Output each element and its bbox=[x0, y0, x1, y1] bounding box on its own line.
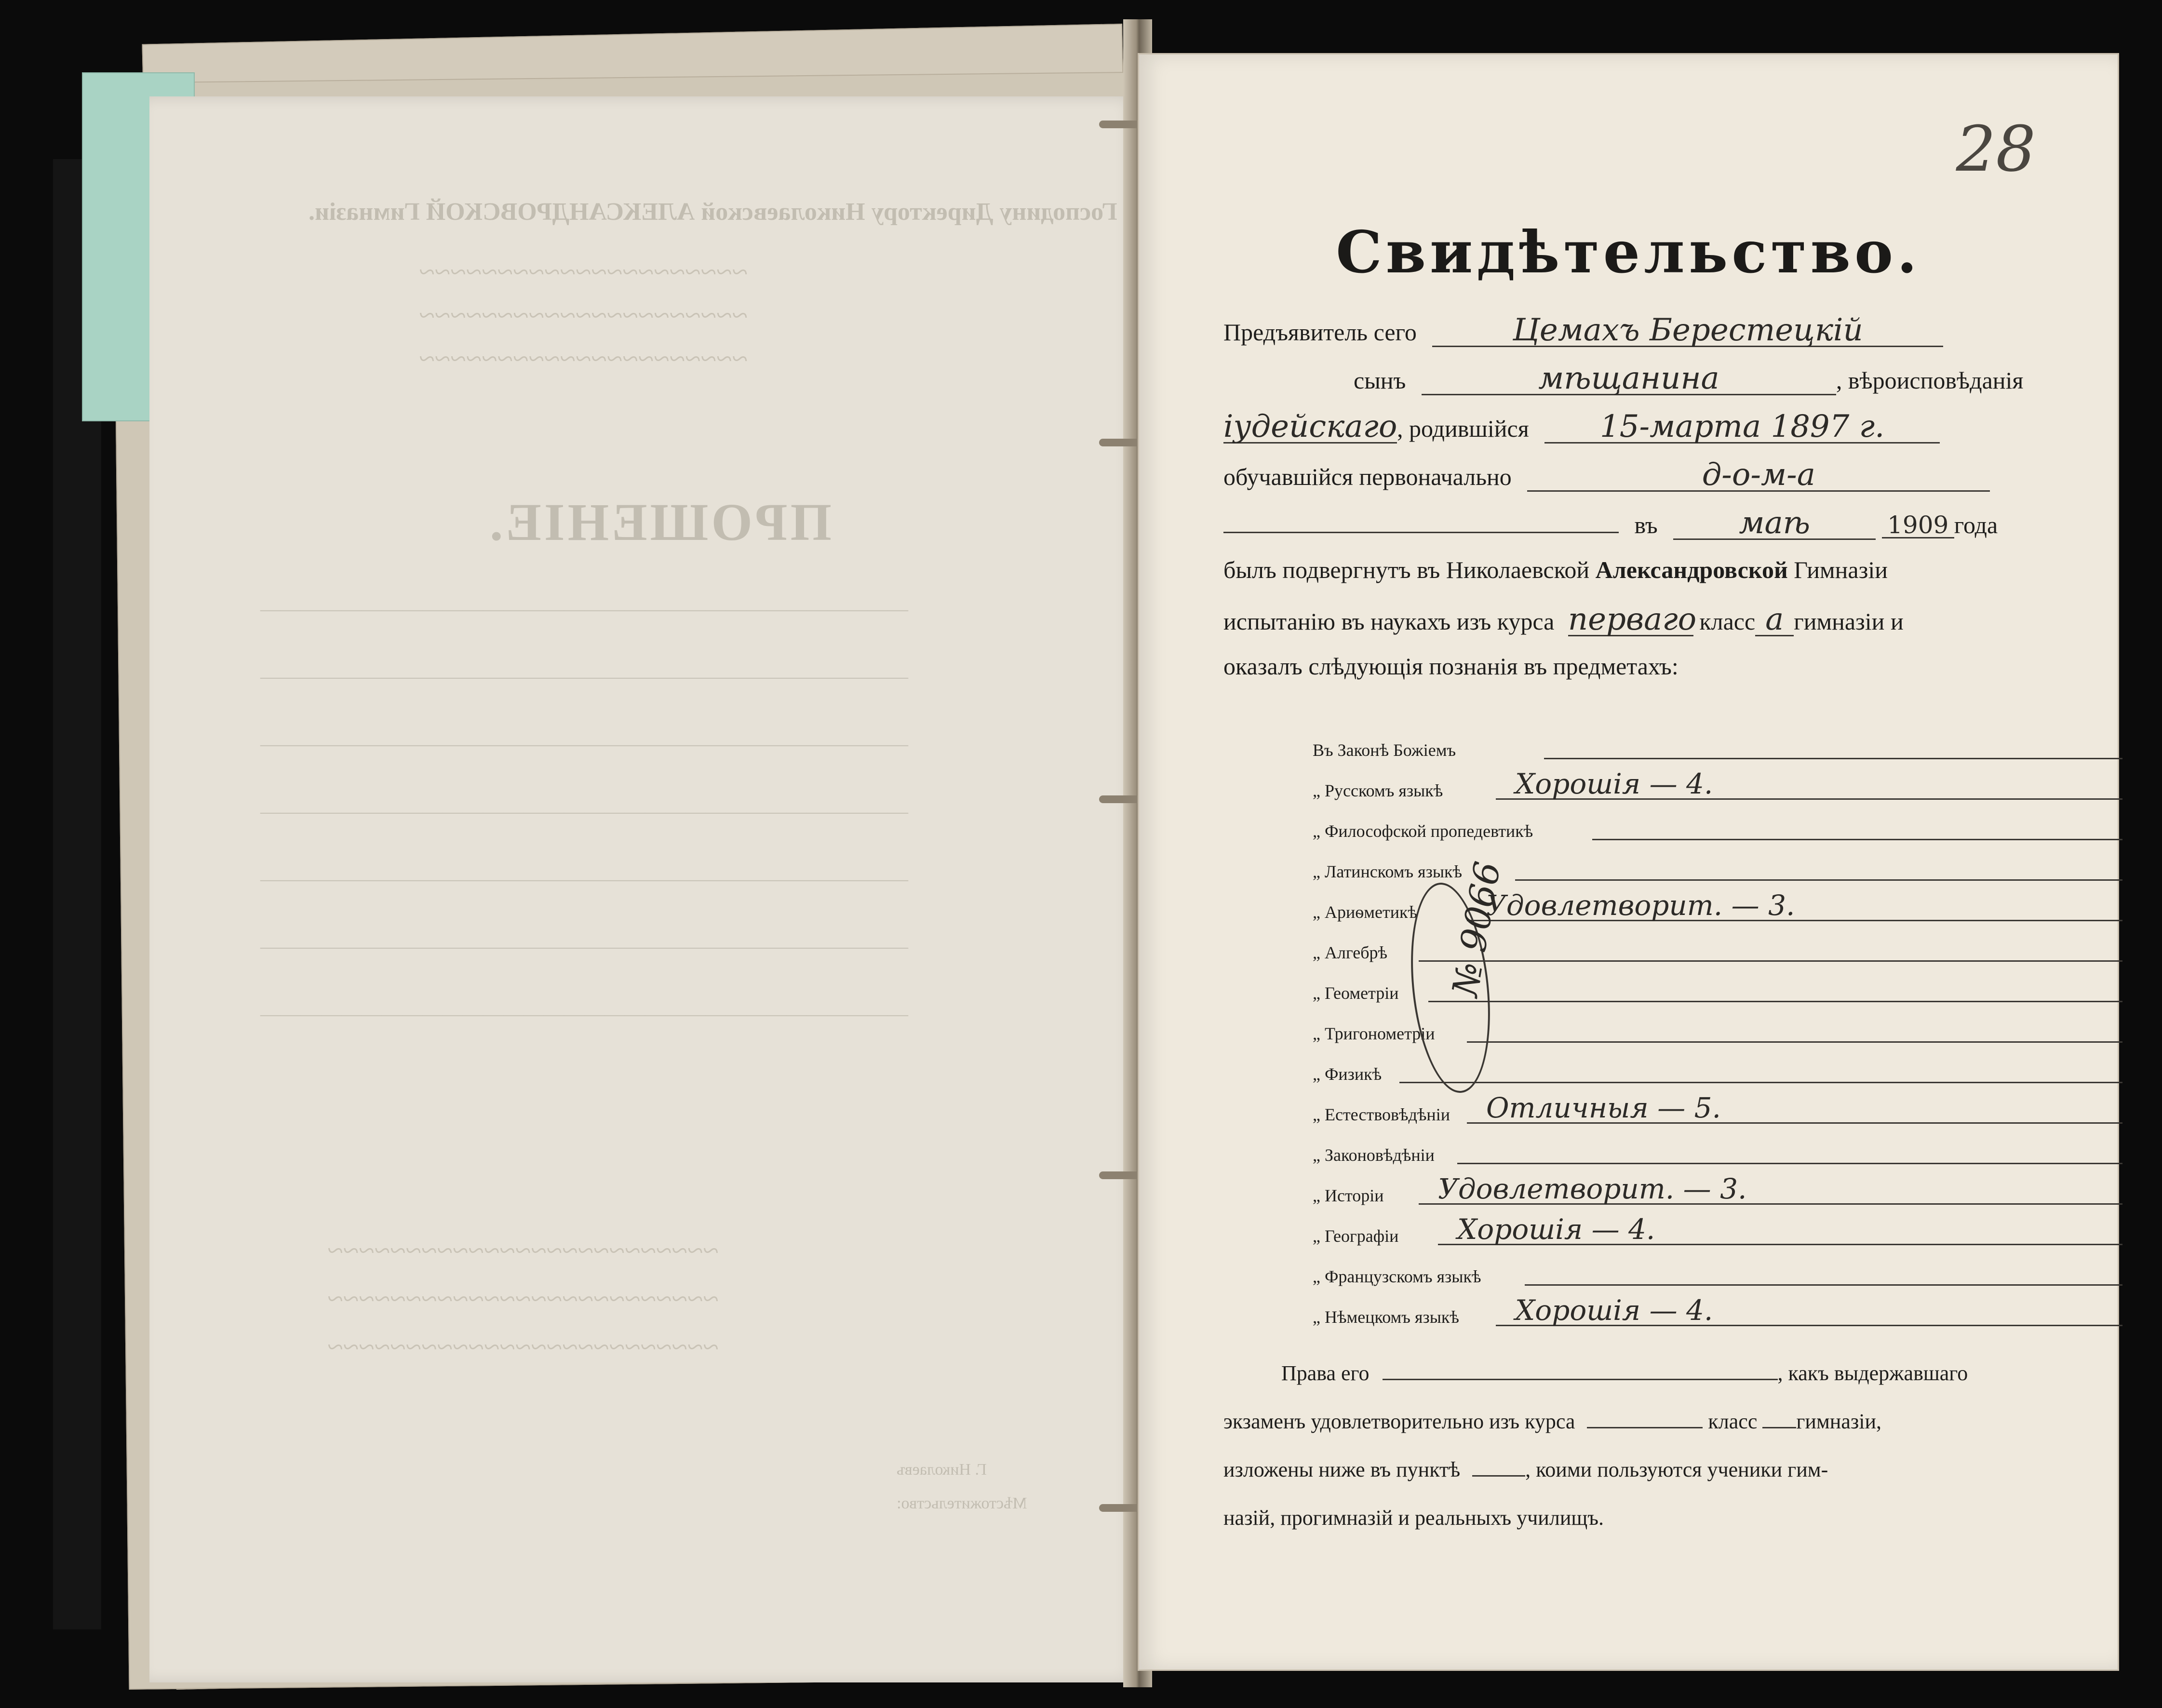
son-of: мѣщанина bbox=[1422, 363, 1836, 395]
subject-row bbox=[1313, 1251, 2084, 1291]
bearer-label: Предъявитель сего bbox=[1223, 319, 1417, 346]
subject-label: „ Геометрiи bbox=[1313, 983, 1399, 1003]
bleed-residence: Мѣстожительство: bbox=[897, 1494, 1027, 1512]
subject-label: „ Исторiи bbox=[1313, 1186, 1384, 1205]
bleed-text-line: ———————————————————————————————— bbox=[260, 1003, 908, 1025]
subject-grade bbox=[1399, 1053, 2122, 1083]
gymnasium-line bbox=[1223, 556, 2079, 584]
blank-line bbox=[1587, 1410, 1703, 1428]
subject-label: „ Физикѣ bbox=[1313, 1064, 1382, 1084]
course-line bbox=[1223, 604, 2079, 636]
exam-month: маѣ bbox=[1673, 508, 1876, 540]
rights-line2-b: класс bbox=[1708, 1410, 1758, 1433]
subject-grade: Хорошiя — 4. bbox=[1496, 769, 2122, 800]
subject-row bbox=[1313, 1130, 2084, 1170]
blank-line bbox=[1762, 1410, 1796, 1428]
rights-line-4: назiй, прогимназiй и реальныхъ училищъ. bbox=[1223, 1506, 1604, 1530]
bleed-heading: ПРОШЕНIЕ. bbox=[487, 493, 832, 551]
right-page bbox=[1138, 53, 2119, 1671]
rights-suffix: , какъ выдержавшаго bbox=[1777, 1361, 1968, 1385]
subject-row bbox=[1313, 846, 2084, 887]
subject-grade bbox=[1515, 850, 2122, 881]
subject-grade bbox=[1428, 972, 2122, 1002]
bleed-header: Господину Директору Николаевской АЛЕКСАНДРОВСКОЙ Гимназiи. bbox=[309, 198, 1117, 226]
birth-date: 15-марта 1897 г. bbox=[1544, 411, 1940, 444]
subject-label: „ Естествовѣдѣнiи bbox=[1313, 1105, 1450, 1124]
son-label: сынъ bbox=[1354, 367, 1406, 394]
subject-grade bbox=[1592, 810, 2122, 840]
studied-where: д-о-м-а bbox=[1527, 459, 1990, 492]
rights-line-1 bbox=[1223, 1361, 2069, 1385]
bearer-name: Цемахъ Берестецкiй bbox=[1432, 315, 1943, 347]
page-number: 28 bbox=[1956, 112, 2036, 186]
religion: iудейскаго bbox=[1223, 409, 1397, 444]
subject-row bbox=[1313, 1089, 2084, 1130]
blank-line bbox=[1223, 512, 1619, 533]
bleed-place: Г. Николаевъ bbox=[897, 1461, 987, 1479]
subject-label: „ Французскомъ языкѣ bbox=[1313, 1267, 1481, 1286]
subject-grade: Удовлетворит. — 3. bbox=[1467, 891, 2122, 921]
registration-stamp-number: № 9066 bbox=[1444, 858, 1509, 1000]
bleed-script-line: ~~~~~~~~~~~~~~~~~~~~~~~~~ bbox=[328, 1235, 719, 1266]
left-page bbox=[149, 96, 1138, 1682]
bleed-script-line: ~~~~~~~~~~~~~~~~~~~~~ bbox=[419, 343, 748, 375]
subject-label: „ Философской пропедевтикѣ bbox=[1313, 821, 1533, 841]
subject-label: „ Тригонометрiи bbox=[1313, 1024, 1435, 1043]
subject-row bbox=[1313, 725, 2084, 765]
subject-row bbox=[1313, 1210, 2084, 1251]
subject-row bbox=[1313, 765, 2084, 806]
line6-c: гимназiи и bbox=[1794, 608, 1904, 635]
born-label: , родившiйся bbox=[1397, 415, 1529, 442]
subject-row bbox=[1313, 806, 2084, 846]
bleed-text-line: ———————————————————————————————— bbox=[260, 598, 908, 620]
subject-label: „ Ариѳметикѣ bbox=[1313, 902, 1418, 922]
bleed-script-line: ~~~~~~~~~~~~~~~~~~~~~~~~~ bbox=[328, 1331, 719, 1363]
subject-grade bbox=[1457, 1134, 2122, 1164]
knowledge-line: оказалъ слѣдующiя познанiя въ предметахъ: bbox=[1223, 653, 1679, 680]
course: перваго bbox=[1568, 602, 1697, 637]
line6-b: класс bbox=[1699, 608, 1756, 635]
bleed-script-line: ~~~~~~~~~~~~~~~~~~~~~ bbox=[419, 256, 748, 288]
rights-line-3 bbox=[1223, 1457, 2069, 1482]
subject-label: „ Алгебрѣ bbox=[1313, 943, 1388, 962]
rights-line2-a: экзаменъ удовлетворительно изъ курса bbox=[1223, 1410, 1575, 1433]
subject-label: „ Нѣмецкомъ языкѣ bbox=[1313, 1307, 1459, 1327]
bleed-script-line: ~~~~~~~~~~~~~~~~~~~~~ bbox=[419, 299, 748, 331]
bleed-text-line: ———————————————————————————————— bbox=[260, 801, 908, 823]
blank-line bbox=[1472, 1458, 1525, 1477]
subject-label: „ Русскомъ языкѣ bbox=[1313, 781, 1443, 800]
bearer-line bbox=[1223, 312, 2079, 348]
subject-label: „ Географiи bbox=[1313, 1226, 1399, 1246]
rights-label: Права его bbox=[1281, 1361, 1370, 1385]
line5-b: Александровской bbox=[1595, 556, 1788, 583]
subject-row bbox=[1313, 1170, 2084, 1210]
subject-label: Въ Законѣ Божiемъ bbox=[1313, 740, 1456, 760]
line5-c: Гимназiи bbox=[1794, 556, 1888, 583]
subject-grade bbox=[1419, 931, 2122, 962]
bleed-text-line: ———————————————————————————————— bbox=[260, 868, 908, 890]
subject-label: „ Законовѣдѣнiи bbox=[1313, 1145, 1435, 1165]
certificate-title: Свидѣтельство. bbox=[1336, 218, 1921, 286]
subject-grade: Хорошiя — 4. bbox=[1496, 1296, 2122, 1326]
exam-date-line bbox=[1223, 505, 2079, 541]
rights-line3-a: изложены ниже въ пунктѣ bbox=[1223, 1458, 1461, 1481]
subject-grade: Отличныя — 5. bbox=[1467, 1093, 2122, 1124]
rights-line2-c: гимназiи, bbox=[1796, 1410, 1882, 1433]
exam-year: 1909 bbox=[1882, 513, 1954, 538]
subject-grade bbox=[1525, 1255, 2122, 1286]
line6-a: испытанiю въ наукахъ изъ курса bbox=[1223, 608, 1555, 635]
bleed-script-line: ~~~~~~~~~~~~~~~~~~~~~~~~~ bbox=[328, 1283, 719, 1315]
rights-line3-b: , коими пользуются ученики гим- bbox=[1525, 1458, 1828, 1481]
bleed-text-line: ———————————————————————————————— bbox=[260, 666, 908, 688]
rights-line-2 bbox=[1223, 1409, 2069, 1434]
studied-line bbox=[1223, 459, 2079, 492]
studied-label: обучавшiйся первоначально bbox=[1223, 463, 1512, 490]
bleed-text-line: ———————————————————————————————— bbox=[260, 936, 908, 958]
in-label: въ bbox=[1634, 511, 1658, 538]
bleed-text-line: ———————————————————————————————— bbox=[260, 733, 908, 755]
subject-grade: Хорошiя — 4. bbox=[1438, 1215, 2122, 1245]
religion-line bbox=[1223, 411, 2079, 444]
class-suffix: а bbox=[1755, 604, 1794, 636]
blank-line bbox=[1383, 1361, 1778, 1380]
subject-label: „ Латинскомъ языкѣ bbox=[1313, 862, 1463, 881]
subject-grade bbox=[1467, 1012, 2122, 1043]
religion-label: , вѣроисповѣданiя bbox=[1836, 367, 2024, 394]
subject-grade: Удовлетворит. — 3. bbox=[1419, 1174, 2122, 1205]
year-label: года bbox=[1954, 511, 1998, 538]
line5-a: былъ подвергнутъ въ Николаевской bbox=[1223, 556, 1590, 583]
subject-row bbox=[1313, 1291, 2084, 1332]
subject-grade bbox=[1544, 729, 2122, 759]
son-line bbox=[1223, 363, 2079, 395]
